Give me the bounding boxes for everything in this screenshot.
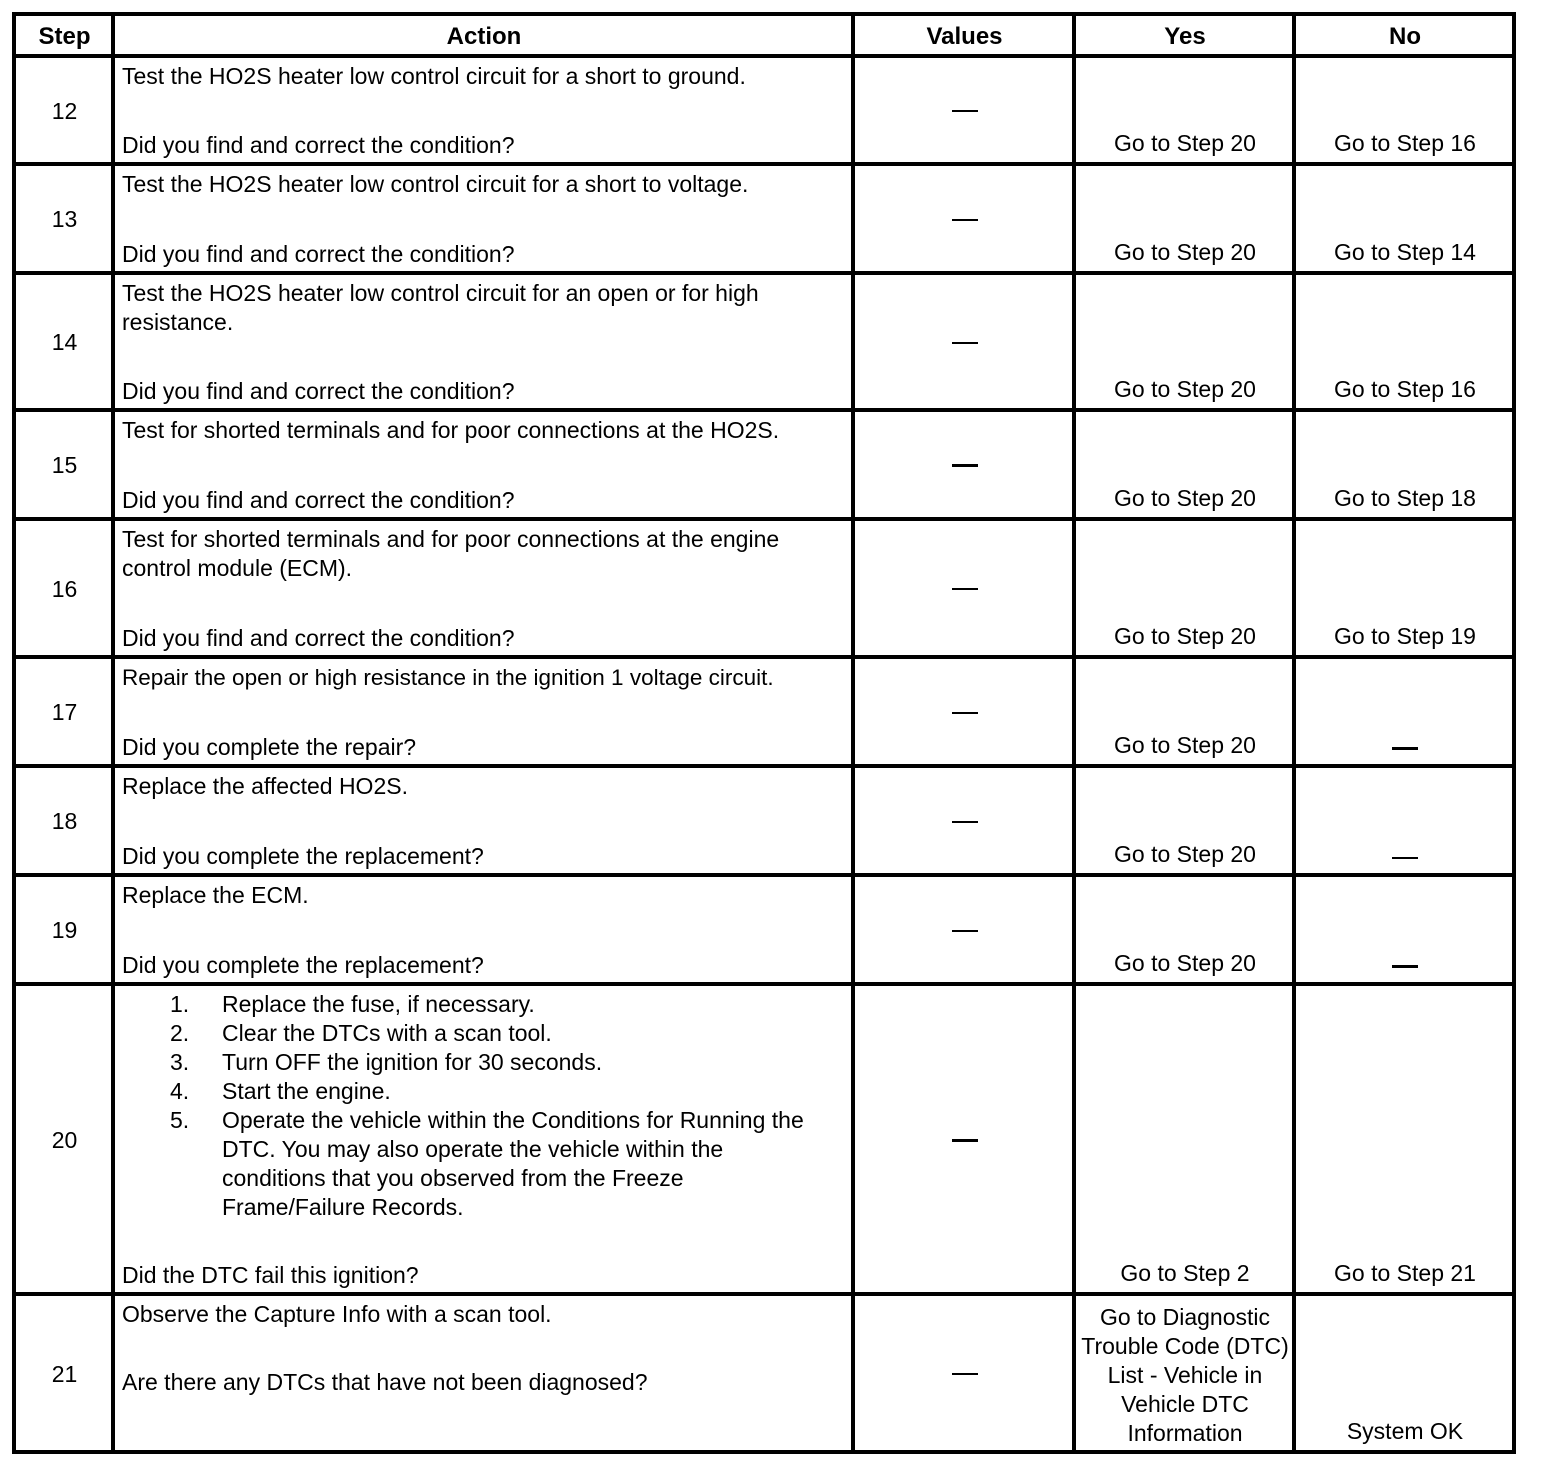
- dash-mark: [952, 588, 978, 590]
- no-cell: [1296, 659, 1514, 766]
- action-cell: [115, 1296, 853, 1452]
- dash-mark: [952, 712, 978, 714]
- dash-mark: [952, 821, 978, 823]
- values-cell: [855, 659, 1074, 766]
- action-question: Did you find and correct the condition?: [122, 241, 515, 267]
- header-step: Step: [38, 22, 91, 50]
- action-text: Replace the affected HO2S.: [122, 773, 408, 799]
- dash-mark: [952, 464, 978, 467]
- list-item-number: 2.: [170, 1020, 190, 1046]
- action-question: Did you find and correct the condition?: [122, 378, 515, 404]
- action-step-list: [122, 990, 853, 1222]
- action-text: Replace the ECM.: [122, 882, 309, 908]
- yes-cell: Go to Step 20: [1114, 485, 1256, 511]
- no-cell: Go to Step 16: [1334, 130, 1476, 156]
- step-number: 21: [51, 1360, 78, 1387]
- no-cell: [1296, 768, 1514, 875]
- action-text: Observe the Capture Info with a scan tool.: [122, 1301, 552, 1327]
- header-values: Values: [926, 22, 1003, 50]
- values-cell: [855, 877, 1074, 984]
- values-cell: [855, 986, 1074, 1294]
- yes-cell: Go to Step 20: [1114, 623, 1256, 649]
- action-text: Test for shorted terminals and for poor connections at the engine control module (ECM).: [122, 526, 780, 581]
- yes-cell: Go to Step 20: [1114, 376, 1256, 402]
- list-item-text: Operate the vehicle within the Conditions for Running the DTC. You may also operate the vehicle within the conditions that you observed from the Freeze Frame/Failure Records.: [222, 1107, 804, 1220]
- action-question: Are there any DTCs that have not been diagnosed?: [122, 1369, 648, 1395]
- no-cell: Go to Step 14: [1334, 239, 1476, 265]
- action-cell: [115, 275, 853, 410]
- action-question: Did you find and correct the condition?: [122, 132, 515, 158]
- list-item: [122, 1019, 853, 1048]
- action-cell: [115, 768, 853, 875]
- yes-cell: Go to Step 20: [1114, 841, 1256, 867]
- values-cell: [855, 166, 1074, 273]
- step-number: 19: [51, 917, 78, 943]
- action-cell: [115, 877, 853, 984]
- step-number: 13: [51, 206, 78, 232]
- list-item-number: 3.: [170, 1049, 190, 1075]
- header-yes: Yes: [1164, 22, 1206, 50]
- list-item: [122, 1077, 853, 1106]
- action-text: Test the HO2S heater low control circuit for an open or for high resistance.: [122, 280, 759, 335]
- list-item-text: Start the engine.: [222, 1078, 391, 1104]
- yes-cell: Go to Step 20: [1114, 130, 1256, 156]
- yes-cell: Go to Step 20: [1114, 239, 1256, 265]
- action-question: Did you complete the replacement?: [122, 952, 484, 978]
- action-cell: [115, 659, 853, 766]
- no-cell: Go to Step 21: [1334, 1260, 1476, 1286]
- dash-mark: [952, 219, 978, 221]
- values-cell: [855, 768, 1074, 875]
- header-no: No: [1389, 22, 1421, 50]
- action-text: Test for shorted terminals and for poor connections at the HO2S.: [122, 417, 780, 443]
- list-item: [122, 990, 853, 1019]
- step-number: 18: [51, 808, 78, 834]
- values-cell: [855, 58, 1074, 164]
- action-cell: [115, 166, 853, 273]
- action-cell: [115, 412, 853, 519]
- action-question: Did you find and correct the condition?: [122, 625, 515, 651]
- yes-cell: Go to Step 20: [1114, 950, 1256, 976]
- list-item-text: Turn OFF the ignition for 30 seconds.: [222, 1049, 603, 1075]
- step-number: 17: [51, 699, 78, 725]
- dash-mark: [1392, 747, 1418, 750]
- action-cell: [115, 986, 853, 1294]
- list-item: [122, 1048, 853, 1077]
- no-cell: Go to Step 16: [1334, 376, 1476, 402]
- list-item-text: Replace the fuse, if necessary.: [222, 991, 535, 1017]
- no-cell: Go to Step 19: [1334, 623, 1476, 649]
- values-cell: [855, 275, 1074, 410]
- step-number: 14: [51, 329, 78, 355]
- yes-cell: Go to Step 2: [1120, 1260, 1250, 1286]
- action-question: Did you complete the repair?: [122, 734, 417, 760]
- no-cell: [1296, 877, 1514, 984]
- action-cell: [115, 58, 853, 164]
- no-cell: Go to Step 18: [1334, 485, 1476, 511]
- action-text: Test the HO2S heater low control circuit for a short to voltage.: [122, 171, 749, 197]
- list-item-text: Clear the DTCs with a scan tool.: [222, 1020, 552, 1046]
- values-cell: [855, 521, 1074, 657]
- dash-mark: [952, 1139, 978, 1142]
- step-number: 16: [51, 575, 78, 602]
- dash-mark: [1392, 857, 1418, 859]
- no-cell: System OK: [1346, 1418, 1464, 1444]
- action-question: Did you complete the replacement?: [122, 843, 484, 869]
- list-item-number: 4.: [170, 1078, 190, 1104]
- values-cell: [855, 412, 1074, 519]
- step-number: 12: [51, 97, 78, 124]
- list-item-number: 1.: [170, 991, 190, 1017]
- header-action: Action: [446, 22, 522, 50]
- yes-cell: Go to Diagnostic Trouble Code (DTC) List - Vehicle in Vehicle DTC Information: [1081, 1304, 1289, 1446]
- action-text: Repair the open or high resistance in the ignition 1 voltage circuit.: [122, 665, 774, 690]
- dash-mark: [952, 110, 978, 112]
- dash-mark: [952, 342, 978, 344]
- step-number: 15: [51, 452, 78, 478]
- step-number: 20: [51, 1126, 78, 1153]
- list-item: [122, 1106, 822, 1222]
- list-item-number: 5.: [170, 1107, 190, 1133]
- action-question: Did you find and correct the condition?: [122, 487, 515, 513]
- dash-mark: [952, 1373, 978, 1375]
- dash-mark: [1392, 965, 1418, 968]
- yes-cell: Go to Step 20: [1114, 732, 1256, 758]
- action-cell: [115, 521, 853, 657]
- values-cell: [855, 1296, 1074, 1452]
- action-text: Test the HO2S heater low control circuit for a short to ground.: [122, 63, 746, 89]
- action-question: Did the DTC fail this ignition?: [122, 1262, 419, 1288]
- dash-mark: [952, 930, 978, 932]
